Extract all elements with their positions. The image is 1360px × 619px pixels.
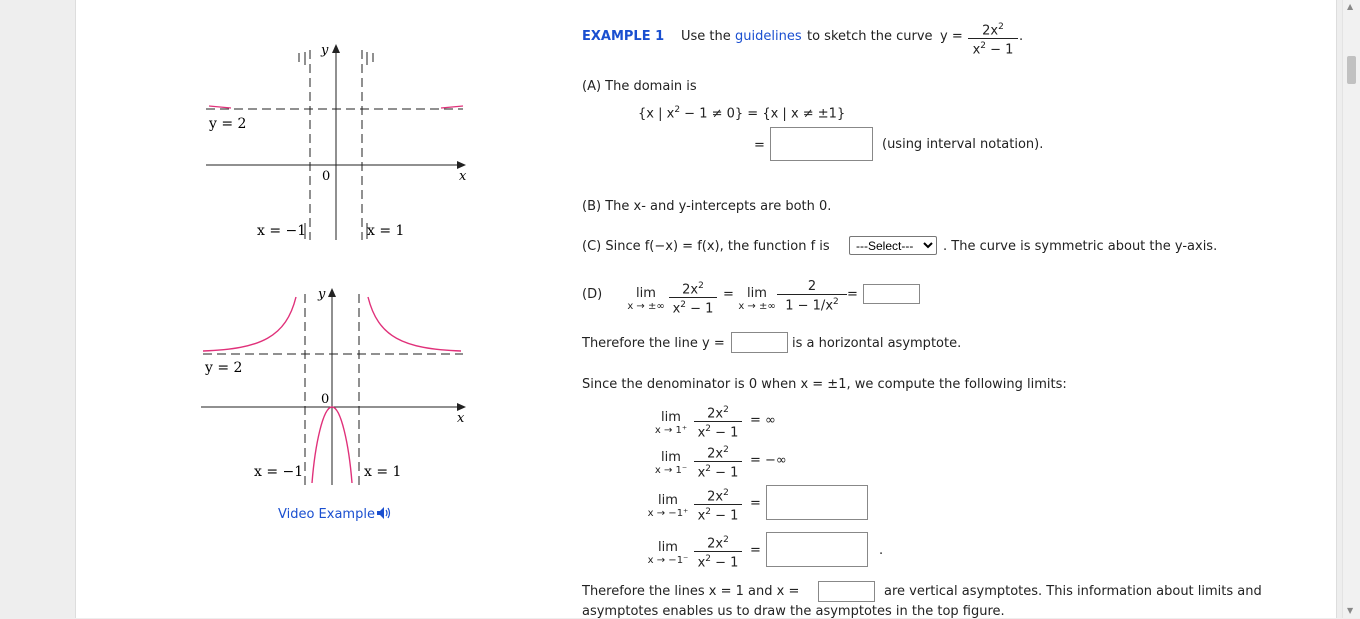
limit-row-4-fraction: $\frac{2x^2}{x^2 - 1}$: [694, 533, 742, 571]
denominator-text: Since the denominator is 0 when x = ±1, we compute the following limits:: [582, 377, 1067, 392]
part-a-eq: =: [754, 138, 765, 153]
video-example-label: Video Example: [278, 507, 375, 522]
curve-branch-left: [203, 297, 296, 351]
limit-row-1-fraction: $\frac{2x^2}{x^2 - 1}$: [694, 403, 742, 441]
limit-row-4-period: .: [879, 543, 884, 558]
vertical-asymptote-input[interactable]: [818, 581, 875, 602]
part-a-set: {x | $x^2 - 1 \ne 0\} = \{x$ | x ≠ ±1}: [638, 105, 846, 122]
limit-2: lim x → ±∞: [738, 286, 776, 312]
curve-hint-left-top: [209, 106, 231, 108]
figure-top: [201, 40, 476, 245]
limit-row-2-lim: lim x → 1⁻: [654, 450, 688, 476]
limit-row-2-fraction: $\frac{2x^2}{x^2 - 1}$: [694, 443, 742, 481]
asymptote-post: is a horizontal asymptote.: [792, 336, 962, 351]
y-axis-label: y: [321, 43, 329, 58]
curve-period: .: [1019, 29, 1024, 44]
intro-post: to sketch the curve: [807, 29, 933, 44]
part-a-note: (using interval notation).: [882, 137, 1044, 152]
x-axis-label: x: [459, 169, 467, 184]
part-c-pre: (C) Since f(−x) = f(x), the function f is: [582, 239, 830, 254]
limit-neg1-plus-input[interactable]: [766, 485, 868, 520]
curve-hint-right-top: [441, 106, 463, 108]
limit-infinity-answer-input[interactable]: [863, 284, 920, 304]
horizontal-asymptote-input[interactable]: [731, 332, 788, 353]
video-example-link[interactable]: [278, 506, 392, 522]
v-left-label: x = −1: [257, 223, 307, 239]
asymptote-pre: Therefore the line y =: [582, 336, 725, 351]
vertical-post: are vertical asymptotes. This information about limits and: [884, 584, 1262, 599]
origin-label: 0: [321, 392, 330, 407]
scroll-down-icon[interactable]: ▼: [1347, 606, 1354, 615]
x-axis-arrow: [457, 161, 466, 169]
limit-row-4-lim: lim x → −1⁻: [647, 540, 689, 566]
domain-answer-input[interactable]: [770, 127, 873, 161]
part-d-label: (D): [582, 287, 603, 302]
vertical-pre: Therefore the lines x = 1 and x =: [582, 584, 800, 599]
guidelines-link[interactable]: guidelines: [735, 29, 802, 44]
intro-pre: Use the: [681, 29, 731, 44]
y-axis-label: y: [318, 287, 326, 302]
part-b-text: (B) The x- and y-intercepts are both 0.: [582, 199, 832, 214]
function-type-select[interactable]: [849, 236, 937, 255]
limit-row-2-result: = −∞: [750, 453, 787, 468]
x-axis-arrow: [457, 403, 466, 411]
limit-1: lim x → ±∞: [627, 286, 665, 312]
h-asymptote-label: y = 2: [205, 360, 243, 376]
curve-fraction: $\frac{2x^2}{x^2 - 1}$: [968, 20, 1018, 58]
limit-row-3-fraction: $\frac{2x^2}{x^2 - 1}$: [694, 486, 742, 524]
v-left-label: x = −1: [254, 464, 304, 480]
page: [75, 0, 1337, 618]
limit-row-3-lim: lim x → −1⁺: [647, 493, 689, 519]
limit-row-3-eq: =: [750, 496, 761, 511]
part-a-lead: (A) The domain is: [582, 79, 697, 94]
part-d-fraction-2: $\frac{2}{1 - 1/x^2}$: [777, 279, 847, 313]
limit-row-1-lim: lim x → 1⁺: [654, 410, 688, 436]
limit-row-1-result: = ∞: [750, 413, 776, 428]
figure-bottom: [201, 285, 476, 490]
curve-branch-right: [368, 297, 461, 351]
limit-row-4-eq: =: [750, 543, 761, 558]
origin-label: 0: [322, 169, 331, 184]
part-d-eq-2: =: [847, 287, 858, 302]
vertical-line2: asymptotes enables us to draw the asymptotes in the top figure.: [582, 604, 1005, 619]
part-c-post: . The curve is symmetric about the y-axis.: [943, 239, 1218, 254]
scrollbar-thumb[interactable]: [1347, 56, 1356, 84]
h-asymptote-label: y = 2: [209, 116, 247, 132]
part-d-fraction-1: $\frac{2x^2}{x^2 - 1}$: [669, 279, 717, 317]
scroll-up-icon[interactable]: ▲: [1347, 2, 1354, 11]
y-axis-arrow: [332, 44, 340, 53]
scrollbar[interactable]: [1342, 0, 1360, 618]
x-axis-label: x: [457, 411, 465, 426]
curve-hint-upper-left: [299, 52, 305, 65]
y-equals: y =: [940, 29, 963, 44]
part-d-eq-1: =: [723, 287, 734, 302]
curve-hint-upper-right: [367, 52, 373, 65]
speaker-icon: [375, 507, 392, 522]
v-right-label: x = 1: [364, 464, 402, 480]
example-label: EXAMPLE 1: [582, 29, 665, 44]
limit-neg1-minus-input[interactable]: [766, 532, 868, 567]
y-axis-arrow: [328, 288, 336, 297]
v-right-label: x = 1: [367, 223, 405, 239]
